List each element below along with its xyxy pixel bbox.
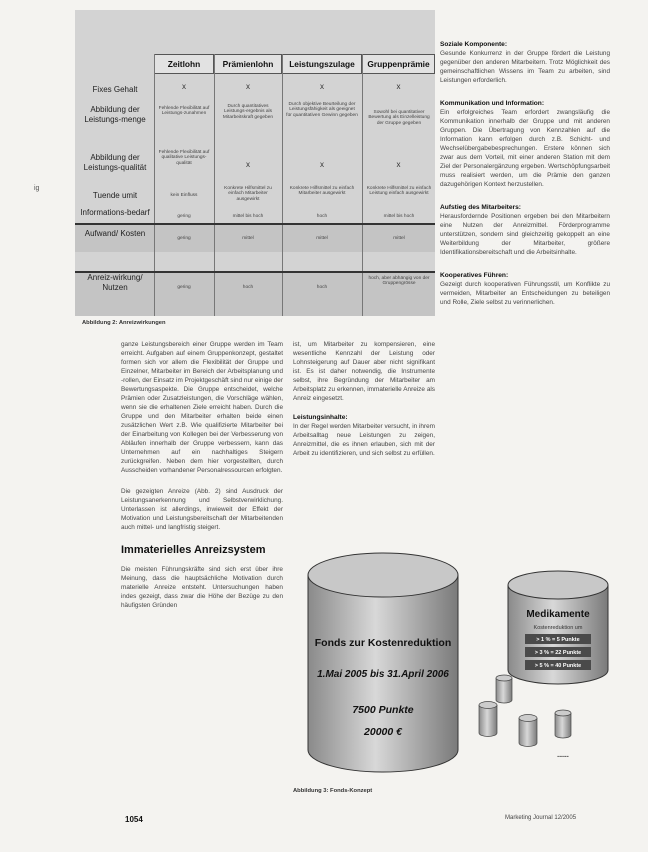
table-cell: gering xyxy=(177,214,191,219)
table-cell: x xyxy=(182,82,186,91)
fund-amount: 20000 € xyxy=(364,726,402,738)
fonds-diagram xyxy=(293,535,613,790)
section-heading: Kommunikation und Information: xyxy=(440,100,545,107)
table-cell: Durch quantitatives Leistungs-ergebnis als Mitarbeitskraft gegeben xyxy=(222,104,274,120)
med-row: > 5 % = 40 Punkte xyxy=(534,663,582,669)
table-cell: mittel xyxy=(242,236,254,241)
row-label: Aufwand/ Kosten xyxy=(84,229,146,238)
middle-column xyxy=(293,340,435,468)
med-subtitle: Kostenreduktion um xyxy=(533,625,583,631)
fund-title xyxy=(315,637,452,649)
table-cell: x xyxy=(246,160,250,169)
paragraph: Die gezeigten Anreize (Abb. 2) sind Ausdruck der Leistungsanerkennung und Selbstverwirklichung. Unterlassen ist allerdings, inwieweit der Effekt der Motivation und Leistungsbereitschaft der Mitarbeitenden auch mittel- und langfristig steigert. xyxy=(121,488,283,531)
fund-period: 1.Mai 2005 bis 31.April 2006 xyxy=(317,669,449,680)
table-cell: mittel bis hoch xyxy=(383,214,415,219)
figure-caption: Abbildung 3: Fonds-Konzept xyxy=(293,788,373,794)
small-cylinder xyxy=(519,715,537,747)
paragraph: Die meisten Führungskräfte sind sich erst über ihre Meinung, dass die hauptsächliche Motivation durch materielle Anreize entsteht. Untersuchungen haben indes gezeigt, dass zwar die Höhe der Bezüge zu den häufigsten Gründen xyxy=(121,566,283,609)
right-column xyxy=(440,40,610,321)
med-title: Medikamente xyxy=(526,609,590,620)
row-label: Abbildung der Leistungs-menge xyxy=(84,105,146,124)
table-cell: hoch xyxy=(316,285,328,290)
incentive-table xyxy=(75,10,435,316)
table-cell: Durch objektive Beurteilung der Leistungsfähigkeit als geeignet für quantitativen Gewinn gegeben xyxy=(286,102,358,118)
paragraph: ganze Leistungsbereich einer Gruppe werden im Team erreicht. Aufgaben auf einem Gruppenkonzept, gestaltet formen sich vor allem die Flexibilität der Gruppe und Einzelner, Mitarbeiter im Bereich der Arbeitsplanung und -rollen, der Einsatz im Projektgeschäft sind nur einige der Bewertungsaspekte. Die Gruppe entscheidet, welche Prämien oder Zusatzleistungen, die Vorschläge wählen, wenn sie die erhaltenen Ziele erreicht haben. Durch die Gruppe und den Mitarbeiter erhalten beide einen zusätzlichen Wert z.B. Wie qualifizierte Mitarbeiter bei der Einarbeitung von Kollegen bei der Verbesserung von Abläufen innerhalb der Gruppe verbessern, kann das Unternehmen auf ein nachhaltiges Steigern zurückgreifen. Neben dem hier vorgestellten, durch Ausscheiden vorhandener Personalressourcen erfolgten. xyxy=(121,341,283,474)
small-cylinder xyxy=(555,710,571,738)
fund-title-text: Fonds zur Kostenreduktion xyxy=(314,637,452,649)
med-row: > 3 % = 22 Punkte xyxy=(534,650,582,656)
paragraph: ist, um Mitarbeiter zu kompensieren, eine wesentliche Kennzahl der Leistung oder Lohnsteigerung auf Dauer aber nicht signifikant ist. Es ist daher notwendig, die Instrumente selbst, ihre Begründung der Mitarbeiter am Arbeitsplatz zu erkennen, immaterielle Anreize als Anreiz eingesetzt. xyxy=(293,341,435,402)
paragraph: Herausfordernde Positionen ergeben bei den Mitarbeitern eine Nutzen der Anreizmittel. Förderprogramme unterstützen, sondern sind gleichzeitig gekoppelt an eine Weiterbildung der Mitarbeiter, größere Identifikationsbereitschaft und die Arbeitsinhalte. xyxy=(440,213,610,256)
table-cell: hoch xyxy=(242,285,254,290)
section-heading: Immaterielles Anreizsystem xyxy=(121,544,266,556)
fund-cylinder-top xyxy=(308,553,458,597)
table-cell: kein Einfluss xyxy=(170,193,198,198)
table-separator xyxy=(75,223,435,225)
paragraph: In der Regel werden Mitarbeiter versucht, in ihrem Arbeitsalltag neue Leistungen zu zeigen, Anreizmittel, die es ihnen erlauben, sich mit der Arbeit zu identifizieren, und sich selbst zu erfüllen. xyxy=(293,423,435,457)
table-cell: hoch xyxy=(316,214,328,219)
paragraph: Gesunde Konkurrenz in der Gruppe fördert die Leistung gegenüber den anderen Mitarbeitern. Trotz Möglichkeit des gemeinschaftlichen Wissens im Team zu arbeiten, sind Leistungen erforderlich. xyxy=(440,50,610,84)
table-cell: mittel xyxy=(393,236,405,241)
table-cell: Fehlende Flexibilität auf qualitative Leistungs-qualität xyxy=(158,150,210,166)
section-heading: Soziale Komponente: xyxy=(440,41,508,48)
small-cylinder xyxy=(496,675,512,703)
fund-points: 7500 Punkte xyxy=(352,704,414,716)
table-cell: Fehlende Flexibilität auf Leistungs-zunahmen xyxy=(158,106,210,117)
table-cell: mittel bis hoch xyxy=(232,214,264,219)
table-vline xyxy=(282,54,283,316)
table-cell: hoch, aber abhängig von der Gruppengrösse xyxy=(368,276,430,287)
table-cell: Sowohl bei quantitativer Bewertung als Einzelleistung der Gruppe gegeben xyxy=(368,110,430,126)
table-cell: x xyxy=(320,82,324,91)
row-label: Informations-bedarf xyxy=(80,208,150,217)
dots-ellipsis: ...... xyxy=(557,752,569,759)
section-heading: Kooperatives Führen: xyxy=(440,272,509,279)
table-header: Prämienlohn xyxy=(214,54,282,74)
table-cell: gering xyxy=(177,236,191,241)
margin-mark: ig xyxy=(34,185,40,192)
table-cell: Konkrete Hilfsmittel zu einfach Mitarbeiter ausgewirkt xyxy=(224,186,272,202)
row-label: Anreiz-wirkung/ Nutzen xyxy=(87,273,143,292)
small-cylinder xyxy=(479,702,497,737)
table-cell: x xyxy=(320,160,324,169)
section-heading: Aufstieg des Mitarbeiters: xyxy=(440,204,521,211)
page-number: 1054 xyxy=(125,815,143,824)
table-cell: Konkrete Hilfsmittel zu einfach Mitarbeiter ausgewirkt xyxy=(289,186,355,197)
section-heading: Leistungsinhalte: xyxy=(293,414,348,421)
table-cell: x xyxy=(246,82,250,91)
table-cell: gering xyxy=(177,285,191,290)
paragraph: Ein erfolgreiches Team erfordert zwangsläufig die Kommunikation innerhalb der Gruppe und mit anderen Gruppen. Die Übertragung von Kennzahlen auf die Information kann erfolgen durch z.B. Schicht- und Wechselübergabebesprechungen. Erstere können sich zwar aus dem Vorteil, mit einer anderen Station mit dem Ziel der Personalergänzung ergeben. Wertschöpfungsarbeit muss realisiert werden, um die Prämie den ganzen dazugehörigen Kontext herzustellen. xyxy=(440,109,610,188)
table-vline xyxy=(214,54,215,316)
table-cell: x xyxy=(396,82,401,91)
table-vline xyxy=(154,54,155,316)
table-cell: x xyxy=(396,160,401,169)
med-cylinder-top xyxy=(508,571,608,599)
table-cell: Konkrete Hilfsmittel zu einfach Leistung einfach ausgewirkt xyxy=(366,186,432,197)
row-label: Tuende umit xyxy=(92,191,138,200)
table-header: Leistungszulage xyxy=(282,54,362,74)
paragraph: Gezeigt durch kooperativen Führungsstil, um Konflikte zu vermeiden, Mitarbeiter an Entscheidungen zu beteiligen und Rolle, Ziele selbst zu verinnerlichen. xyxy=(440,281,610,306)
source-line: Marketing Journal 12/2005 xyxy=(505,815,577,821)
row-label: Fixes Gehalt xyxy=(92,85,138,94)
left-column xyxy=(121,340,283,622)
figure-caption: Abbildung 2: Anreizwirkungen xyxy=(82,320,166,326)
row-label: Abbildung der Leistungs-qualität xyxy=(83,153,147,172)
table-cell: mittel xyxy=(316,236,328,241)
table-header: Zeitlohn xyxy=(154,54,214,74)
table-header: Gruppenprämie xyxy=(362,54,435,74)
med-row: > 1 % = 5 Punkte xyxy=(536,637,580,643)
table-vline xyxy=(362,54,363,316)
